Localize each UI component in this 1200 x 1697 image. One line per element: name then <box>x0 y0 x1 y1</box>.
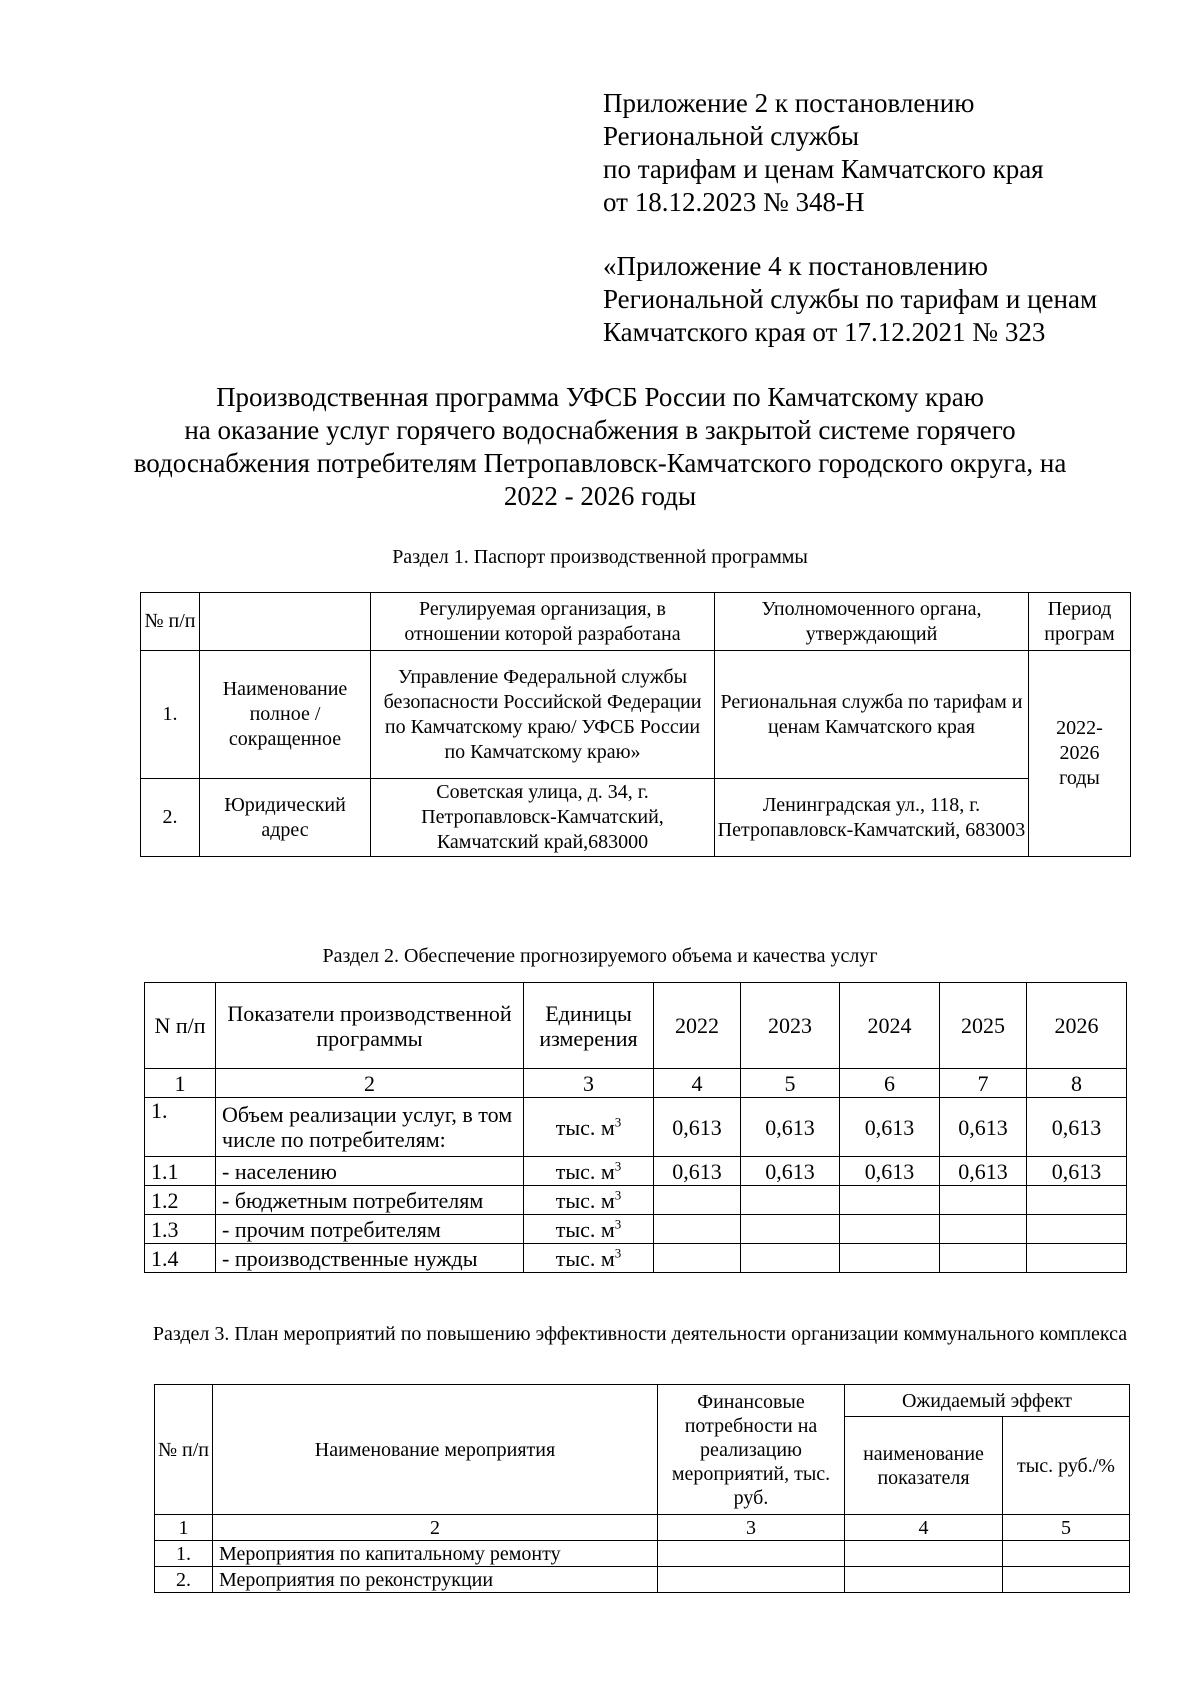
measures-header-row <box>155 1385 1130 1417</box>
volume-colnum: 8 <box>1027 1069 1127 1098</box>
passport-num: 1. <box>141 651 200 779</box>
passport-row <box>141 779 1131 857</box>
measures-header-finance: Финансовые потребности на реализацию мероприятий, тыс. руб. <box>658 1385 845 1515</box>
measures-indicator <box>845 1541 1003 1567</box>
volume-value <box>840 1244 940 1273</box>
measures-value <box>1003 1541 1130 1567</box>
title-line: 2022 - 2026 годы <box>503 481 697 511</box>
unit-sup: 3 <box>614 1187 622 1203</box>
volume-row <box>145 1157 1127 1186</box>
title-line: на оказание услуг горячего водоснабжения в закрытой системе горячего <box>184 415 1016 445</box>
measures-row <box>155 1541 1130 1567</box>
volume-value <box>1027 1215 1127 1244</box>
volume-value <box>1027 1244 1127 1273</box>
passport-label: Наименование полное / сокращенное <box>200 651 371 779</box>
title-line: Производственная программа УФСБ России по Камчатскому краю <box>216 382 984 412</box>
volume-header: N п/п <box>145 983 216 1069</box>
measures-colnum: 1 <box>155 1515 213 1541</box>
unit-sup: 3 <box>614 1114 622 1130</box>
volume-num: 1.1 <box>145 1157 216 1186</box>
volume-value: 0,613 <box>741 1157 840 1186</box>
volume-value <box>741 1186 840 1215</box>
volume-value <box>840 1215 940 1244</box>
unit-sup: 3 <box>614 1158 622 1174</box>
passport-num: 2. <box>141 779 200 857</box>
measures-num: 1. <box>155 1541 213 1567</box>
volume-colnum: 3 <box>524 1069 654 1098</box>
volume-header: Показатели производственной программы <box>216 983 524 1069</box>
measures-colnum: 2 <box>213 1515 658 1541</box>
volume-name: Объем реализации услуг, в том числе по потребителям: <box>216 1098 524 1157</box>
volume-value: 0,613 <box>940 1157 1027 1186</box>
passport-authority: Ленинградская ул., 118, г. Петропавловск-Камчатский, 683003 <box>715 779 1029 857</box>
volume-value: 0,613 <box>1027 1098 1127 1157</box>
measures-colnum: 3 <box>658 1515 845 1541</box>
appendix-2-line: Приложение 2 к постановлению <box>603 88 975 118</box>
measures-finance <box>658 1541 845 1567</box>
measures-header-num: № п/п <box>155 1385 213 1515</box>
document-title <box>130 381 1070 513</box>
appendix-4-line: Камчатского края от 17.12.2021 № 323 <box>603 317 1046 347</box>
volume-value <box>840 1186 940 1215</box>
volume-unit <box>524 1186 654 1215</box>
passport-row <box>141 651 1131 779</box>
unit-sup: 3 <box>614 1245 622 1261</box>
passport-header-org: Регулируемая организация, в отношении которой разработана <box>371 593 715 651</box>
appendix-2-line: по тарифам и ценам Камчатского края <box>603 154 1044 184</box>
volume-value <box>654 1186 741 1215</box>
passport-header-authority: Уполномоченного органа, утверждающий <box>715 593 1029 651</box>
volume-colnum: 5 <box>741 1069 840 1098</box>
unit-text: тыс. м <box>555 1114 615 1140</box>
measures-num: 2. <box>155 1567 213 1593</box>
volume-num: 1. <box>145 1098 216 1157</box>
volume-unit <box>524 1244 654 1273</box>
passport-label: Юридический адрес <box>200 779 371 857</box>
unit-text: тыс. м <box>555 1216 615 1242</box>
unit-sup: 3 <box>614 1216 622 1232</box>
volume-value <box>654 1215 741 1244</box>
unit-text: тыс. м <box>555 1245 615 1271</box>
passport-org: Советская улица, д. 34, г. Петропавловск-Камчатский, Камчатский край,683000 <box>371 779 715 857</box>
measures-colnum: 5 <box>1003 1515 1130 1541</box>
measures-header-indicator: наименование показателя <box>845 1417 1003 1515</box>
volume-name: - населению <box>216 1157 524 1186</box>
volume-value <box>741 1244 840 1273</box>
volume-value: 0,613 <box>1027 1157 1127 1186</box>
unit-text: тыс. м <box>555 1187 615 1213</box>
volume-num: 1.2 <box>145 1186 216 1215</box>
measures-header-name: Наименование мероприятия <box>213 1385 658 1515</box>
volume-row <box>145 1244 1127 1273</box>
volume-value <box>940 1215 1027 1244</box>
appendix-2-block <box>603 87 1163 219</box>
measures-indicator <box>845 1567 1003 1593</box>
passport-header-blank <box>200 593 371 651</box>
volume-colnum: 7 <box>940 1069 1027 1098</box>
volume-name: - прочим потребителям <box>216 1215 524 1244</box>
volume-value <box>940 1186 1027 1215</box>
volume-num: 1.4 <box>145 1244 216 1273</box>
volume-value: 0,613 <box>940 1098 1027 1157</box>
measures-header-value: тыс. руб./% <box>1003 1417 1130 1515</box>
measures-header-effect: Ожидаемый эффект <box>845 1385 1130 1417</box>
volume-value: 0,613 <box>654 1157 741 1186</box>
unit-text: тыс. м <box>555 1158 615 1184</box>
volume-unit <box>524 1157 654 1186</box>
volume-header: 2026 <box>1027 983 1127 1069</box>
title-line: водоснабжения потребителям Петропавловск-Камчатского городского округа, на <box>133 448 1067 478</box>
appendix-2-line: от 18.12.2023 № 348-Н <box>603 187 865 217</box>
volume-unit <box>524 1098 654 1157</box>
volume-value <box>654 1244 741 1273</box>
volume-value <box>940 1244 1027 1273</box>
volume-header: 2025 <box>940 983 1027 1069</box>
appendix-4-line: Региональной службы по тарифам и ценам <box>603 284 1098 314</box>
volume-value <box>741 1215 840 1244</box>
volume-colnum-row <box>145 1069 1127 1098</box>
volume-value: 0,613 <box>741 1098 840 1157</box>
section2-caption: Раздел 2. Обеспечение прогнозируемого объема и качества услуг <box>322 945 878 967</box>
passport-header-num: № п/п <box>141 593 200 651</box>
appendix-4-line: «Приложение 4 к постановлению <box>603 251 988 281</box>
volume-header: Единицы измерения <box>524 983 654 1069</box>
measures-row <box>155 1567 1130 1593</box>
measures-value <box>1003 1567 1130 1593</box>
volume-value: 0,613 <box>840 1098 940 1157</box>
measures-finance <box>658 1567 845 1593</box>
passport-header-row <box>141 593 1131 651</box>
volume-header: 2024 <box>840 983 940 1069</box>
appendix-2-line: Региональной службы <box>603 121 860 151</box>
volume-name: - бюджетным потребителям <box>216 1186 524 1215</box>
volume-header: 2022 <box>654 983 741 1069</box>
volume-unit <box>524 1215 654 1244</box>
passport-header-period: Период програм <box>1029 593 1131 651</box>
volume-num: 1.3 <box>145 1215 216 1244</box>
measures-table <box>154 1384 1130 1593</box>
volume-row <box>145 1186 1127 1215</box>
measures-colnum: 4 <box>845 1515 1003 1541</box>
passport-table <box>140 592 1131 857</box>
measures-colnum-row <box>155 1515 1130 1541</box>
passport-period: 2022-2026 годы <box>1029 651 1131 857</box>
volume-row <box>145 1215 1127 1244</box>
volume-header-row <box>145 983 1127 1069</box>
volume-colnum: 1 <box>145 1069 216 1098</box>
section3-caption: Раздел 3. План мероприятий по повышению эффективности деятельности организации коммунального комплекса <box>152 1323 1128 1345</box>
volume-value: 0,613 <box>654 1098 741 1157</box>
volume-colnum: 2 <box>216 1069 524 1098</box>
volume-value <box>1027 1186 1127 1215</box>
passport-authority: Региональная служба по тарифам и ценам Камчатского края <box>715 651 1029 779</box>
measures-name: Мероприятия по капитальному ремонту <box>213 1541 658 1567</box>
volume-colnum: 4 <box>654 1069 741 1098</box>
appendix-4-block <box>603 250 1163 349</box>
passport-org: Управление Федеральной службы безопасности Российской Федерации по Камчатскому краю/ УФСБ России по Камчатскому краю» <box>371 651 715 779</box>
measures-name: Мероприятия по реконструкции <box>213 1567 658 1593</box>
volume-value: 0,613 <box>840 1157 940 1186</box>
volume-row <box>145 1098 1127 1157</box>
section1-caption: Раздел 1. Паспорт производственной программы <box>392 546 808 568</box>
volume-name: - производственные нужды <box>216 1244 524 1273</box>
volume-table <box>144 982 1127 1273</box>
volume-colnum: 6 <box>840 1069 940 1098</box>
volume-header: 2023 <box>741 983 840 1069</box>
